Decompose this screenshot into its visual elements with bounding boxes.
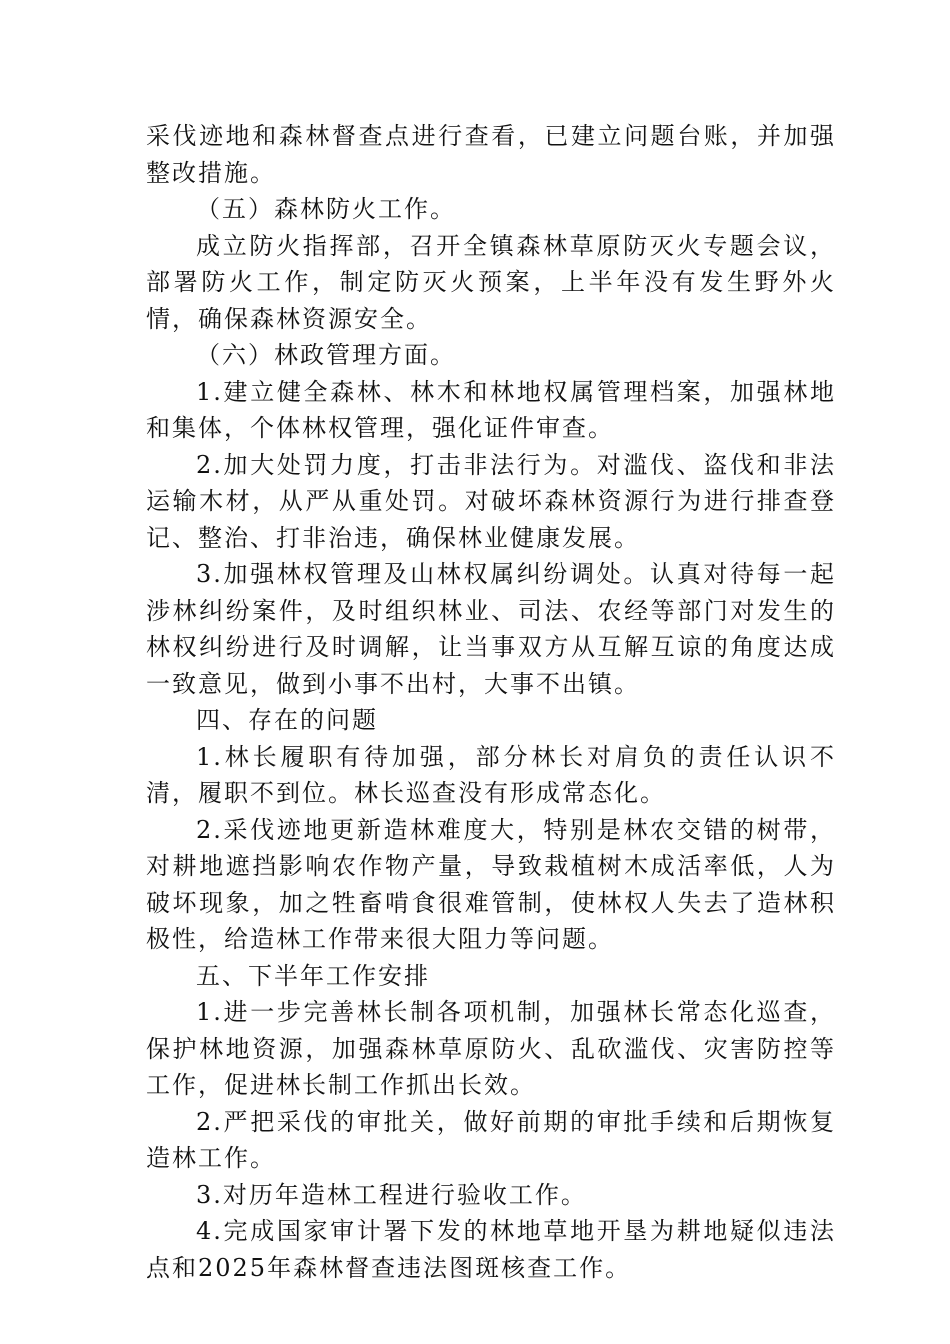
paragraph-plan-2: 2.严把采伐的审批关，做好前期的审批手续和后期恢复造林工作。 [146, 1107, 836, 1172]
paragraph-admin-item-1: 1.建立健全森林、林木和林地权属管理档案，加强林地和集体，个体林权管理，强化证件审查。 [146, 377, 836, 442]
document-body [146, 118, 836, 1286]
subheading-fire-prevention: （五）森林防火工作。 [196, 195, 456, 223]
subheading-forest-administration: （六）林政管理方面。 [196, 341, 456, 369]
paragraph-plan-3: 3.对历年造林工程进行验收工作。 [196, 1180, 587, 1209]
paragraph-fire-prevention: 成立防火指挥部，召开全镇森林草原防灭火专题会议，部署防火工作，制定防灭火预案，上半年没有发生野外火情，确保森林资源安全。 [146, 231, 836, 333]
paragraph-plan-1: 1.进一步完善林长制各项机制，加强林长常态化巡查，保护林地资源，加强森林草原防火、乱砍滥伐、灾害防控等工作，促进林长制工作抓出长效。 [146, 998, 836, 1099]
paragraph-admin-item-3: 3.加强林权管理及山林权属纠纷调处。认真对待每一起涉林纠纷案件，及时组织林业、司法、农经等部门对发生的林权纠纷进行及时调解，让当事双方从互解互谅的角度达成一致意见，做到小事不出村，大事不出镇。 [146, 560, 836, 698]
section-heading-plan: 五、下半年工作安排 [196, 961, 430, 990]
paragraph-problem-2: 2.采伐迹地更新造林难度大，特别是林农交错的树带，对耕地遮挡影响农作物产量，导致栽植树木成活率低，人为破坏现象，加之牲畜啃食很难管制，使林权人失去了造林积极性，给造林工作带来很大阻力等问题。 [146, 815, 836, 953]
paragraph-problem-1: 1.林长履职有待加强，部分林长对肩负的责任认识不清，履职不到位。林长巡查没有形成常态化。 [146, 742, 836, 807]
section-heading-problems: 四、存在的问题 [196, 706, 378, 734]
paragraph-continued: 采伐迹地和森林督查点进行查看，已建立问题台账，并加强整改措施。 [146, 122, 836, 187]
paragraph-admin-item-2: 2.加大处罚力度，打击非法行为。对滥伐、盗伐和非法运输木材，从严从重处罚。对破坏森林资源行为进行排查登记、整治、打非治违，确保林业健康发展。 [146, 450, 836, 552]
paragraph-plan-4: 4.完成国家审计署下发的林地草地开垦为耕地疑似违法点和2025年森林督查违法图斑核查工作。 [146, 1217, 836, 1282]
